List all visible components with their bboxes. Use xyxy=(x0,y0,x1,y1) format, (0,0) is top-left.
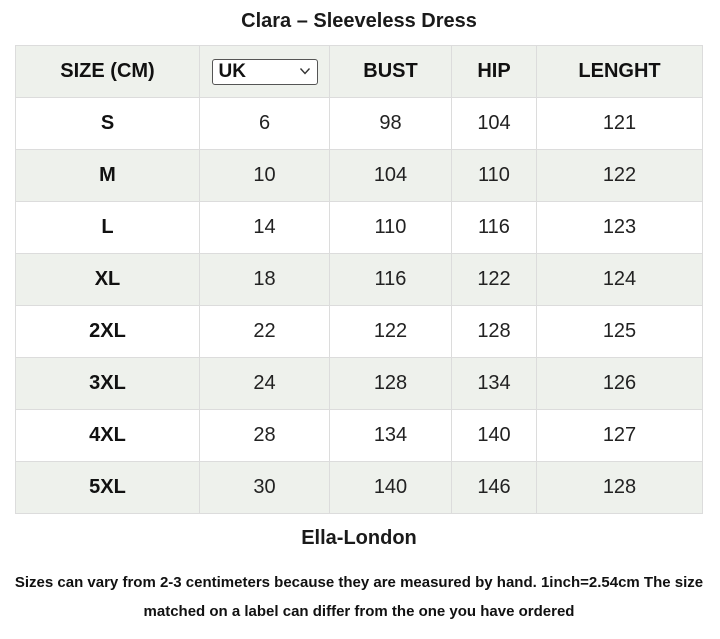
cell-bust: 134 xyxy=(330,410,452,462)
cell-bust: 116 xyxy=(330,254,452,306)
cell-hip: 140 xyxy=(452,410,537,462)
cell-size: S xyxy=(16,98,200,150)
cell-hip: 104 xyxy=(452,98,537,150)
cell-bust: 98 xyxy=(330,98,452,150)
cell-uk: 14 xyxy=(200,202,330,254)
cell-size: 4XL xyxy=(16,410,200,462)
cell-uk: 6 xyxy=(200,98,330,150)
header-length: LENGHT xyxy=(537,46,703,98)
cell-uk: 18 xyxy=(200,254,330,306)
size-disclaimer: Sizes can vary from 2-3 centimeters because they are measured by hand. 1inch=2.54cm The size matched on a label can differ from the one you have ordered xyxy=(14,574,704,620)
region-select[interactable] xyxy=(212,59,318,85)
cell-uk: 10 xyxy=(200,150,330,202)
cell-length: 126 xyxy=(537,358,703,410)
table-row xyxy=(16,150,703,202)
cell-size: L xyxy=(16,202,200,254)
cell-bust: 104 xyxy=(330,150,452,202)
header-size: SIZE (CM) xyxy=(16,46,200,98)
table-row xyxy=(16,410,703,462)
brand-name: Ella-London xyxy=(301,527,417,549)
table-row xyxy=(16,306,703,358)
cell-uk: 22 xyxy=(200,306,330,358)
cell-length: 122 xyxy=(537,150,703,202)
cell-length: 127 xyxy=(537,410,703,462)
cell-size: XL xyxy=(16,254,200,306)
cell-bust: 110 xyxy=(330,202,452,254)
header-hip: HIP xyxy=(452,46,537,98)
table-row xyxy=(16,462,703,514)
cell-length: 123 xyxy=(537,202,703,254)
cell-uk: 30 xyxy=(200,462,330,514)
cell-length: 125 xyxy=(537,306,703,358)
cell-hip: 128 xyxy=(452,306,537,358)
cell-uk: 24 xyxy=(200,358,330,410)
cell-hip: 110 xyxy=(452,150,537,202)
table-row xyxy=(16,254,703,306)
cell-bust: 122 xyxy=(330,306,452,358)
cell-size: 2XL xyxy=(16,306,200,358)
region-select-value: UK xyxy=(218,60,246,82)
table-header-row xyxy=(16,46,703,98)
header-region xyxy=(200,46,330,98)
cell-size: 3XL xyxy=(16,358,200,410)
cell-bust: 128 xyxy=(330,358,452,410)
cell-hip: 134 xyxy=(452,358,537,410)
cell-length: 121 xyxy=(537,98,703,150)
cell-hip: 116 xyxy=(452,202,537,254)
cell-size: 5XL xyxy=(16,462,200,514)
page-title: Clara – Sleeveless Dress xyxy=(241,10,477,32)
cell-length: 124 xyxy=(537,254,703,306)
cell-hip: 146 xyxy=(452,462,537,514)
cell-size: M xyxy=(16,150,200,202)
cell-length: 128 xyxy=(537,462,703,514)
table-row xyxy=(16,358,703,410)
cell-uk: 28 xyxy=(200,410,330,462)
size-chart-table xyxy=(15,45,703,514)
cell-bust: 140 xyxy=(330,462,452,514)
chevron-down-icon xyxy=(299,65,311,77)
cell-hip: 122 xyxy=(452,254,537,306)
table-row xyxy=(16,202,703,254)
header-bust: BUST xyxy=(330,46,452,98)
table-row xyxy=(16,98,703,150)
